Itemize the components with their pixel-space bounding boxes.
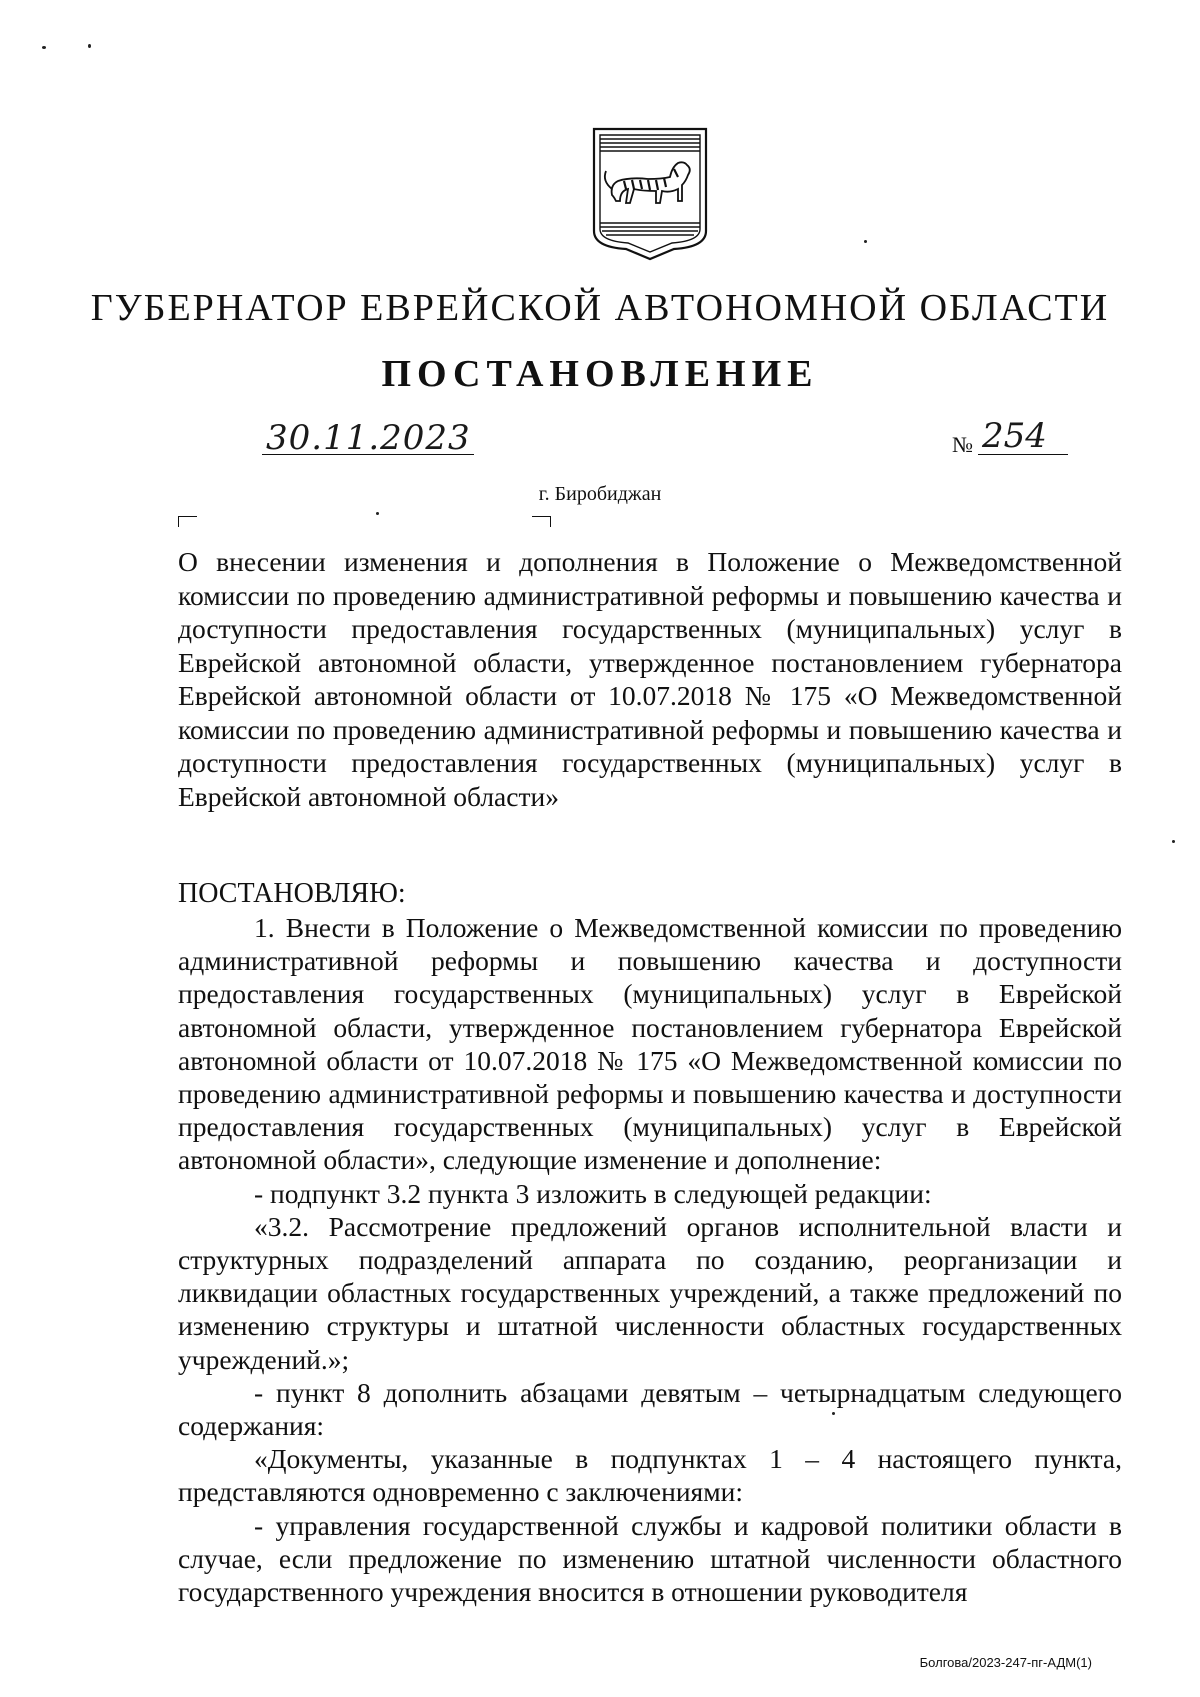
body-paragraph: - подпункт 3.2 пункта 3 изложить в следующей редакции: [254,1177,932,1209]
city-line: г. Биробиджан [538,483,662,505]
scan-speck [376,512,379,515]
body-paragraph: - управления государственной службы и кадровой политики области в случае, если предложение по изменению штатной численности областного государственного учреждения вносится в отношении руководителя [178,1509,1122,1608]
document-body [178,911,1122,1608]
number-sign: № [952,432,973,457]
scan-speck [88,44,91,48]
decree-word: ПОСТАНОВЛЯЮ: [178,878,406,909]
body-paragraph: 1. Внести в Положение о Межведомственной комиссии по проведению административной реформы и повышению качества и доступности предоставления государственных (муниципальных) услуг в Еврейской автономной области, утвержденное постановлением губернатора Еврейской автономной области от 10.07.2018 № 175 «О Межведомственной комиссии по проведению административной реформы и повышению качества и доступности предоставления государственных (муниципальных) услуг в Еврейской автономной области», следующие изменение и дополнение: [178,912,1122,1176]
coat-of-arms-tiger-icon [590,125,710,263]
body-paragraph: - пункт 8 дополнить абзацами девятым – четырнадцатым следующего содержания: [178,1376,1122,1442]
body-paragraph: «Документы, указанные в подпунктах 1 – 4 настоящего пункта, представляются одновременно с заключениями: [178,1443,1122,1508]
handwritten-number: 254 [982,416,1047,456]
number-underline [978,454,1068,455]
document-footer-code: Болгова/2023-247-пг-АДМ(1) [919,1655,1092,1670]
body-paragraph: «3.2. Рассмотрение предложений органов исполнительной власти и структурных подразделений аппарата по созданию, реорганизации и ликвидации областных государственных учреждений, а также предложений по изменению структуры и штатной численности областных государственных учреждений.»; [178,1210,1122,1375]
date-underline [262,454,474,455]
document-subject: О внесении изменения и дополнения в Положение о Межведомственной комиссии по проведению административной реформы и повышению качества и доступности предоставления государственных (муниципальных) услуг в Еврейской автономной области, утвержденное постановлением губернатора Еврейской автономной области от 10.07.2018 № 175 «О Межведомственной комиссии по проведению административной реформы и повышению качества и доступности предоставления государственных (муниципальных) услуг в Еврейской автономной области» [178,546,1122,812]
scan-speck [1172,840,1175,843]
issuing-authority: ГУБЕРНАТОР ЕВРЕЙСКОЙ АВТОНОМНОЙ ОБЛАСТИ [90,287,1110,329]
scan-speck [42,46,46,49]
document-type: ПОСТАНОВЛЕНИЕ [381,353,819,395]
scan-speck [864,240,867,243]
corner-bracket-right [532,516,551,527]
handwritten-date: 30.11.2023 [266,418,471,458]
corner-bracket-left [178,516,197,527]
